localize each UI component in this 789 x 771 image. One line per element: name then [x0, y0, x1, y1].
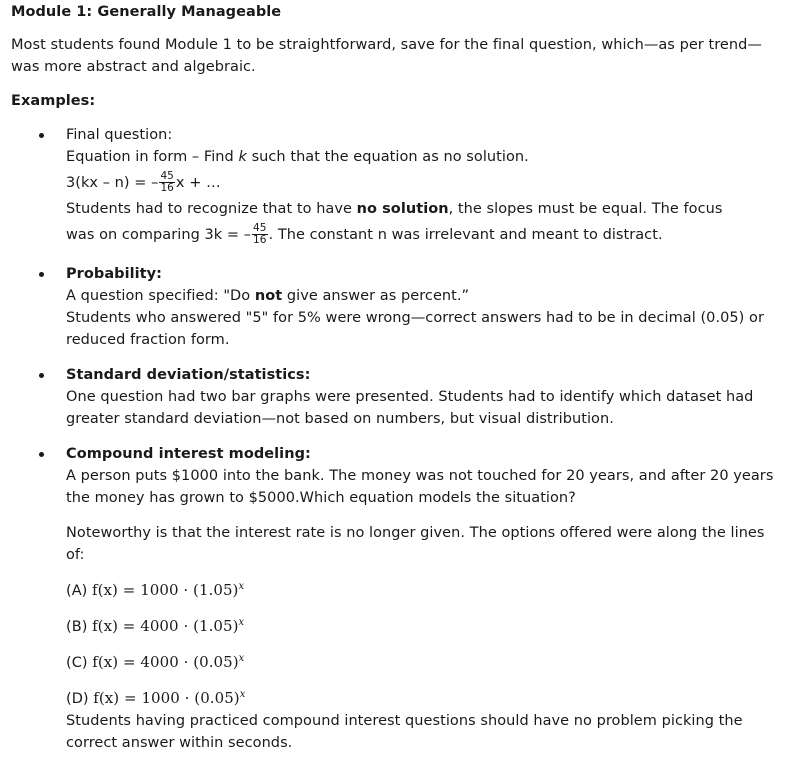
item-heading: Final question: — [66, 127, 173, 143]
explanation-line — [66, 198, 781, 220]
document — [11, 0, 781, 754]
item-heading: Standard deviation/statistics: — [66, 367, 311, 383]
item-heading: Compound interest modeling: — [66, 446, 311, 462]
item-closing: Students having practiced compound interest questions should have no problem picking the correct answer within seconds. — [66, 713, 743, 751]
expression-exponent: x — [238, 581, 245, 592]
fraction-numerator: 45 — [160, 169, 174, 182]
page-title: Module 1: Generally Manageable — [11, 4, 282, 20]
equation-line — [66, 168, 781, 198]
item-body: Students who answered "5" for 5% were wrong—correct answers had to be in decimal (0.05) or reduced fraction form. — [66, 310, 764, 348]
instruction-text: Equation in form – Find — [66, 149, 239, 165]
option-c — [66, 651, 781, 674]
fraction — [159, 171, 174, 194]
option-label: (D) — [66, 691, 94, 707]
instruction-text-end: such that the equation as no solution. — [246, 149, 529, 165]
fraction — [252, 223, 267, 246]
item-note: Noteworthy is that the interest rate is no longer given. The options offered were along the lines of: — [66, 525, 765, 563]
list-item-statistics — [11, 364, 781, 430]
item-body: A person puts $1000 into the bank. The money was not touched for 20 years, and after 20 years the money has grown to $5000.Which equation models the situation? — [66, 468, 774, 506]
list-item-compound-interest — [11, 443, 781, 754]
expression-base: f(x) = 1000 · (0.05) — [93, 689, 240, 707]
option-b — [66, 615, 781, 638]
option-label: (C) — [66, 655, 93, 671]
expression-exponent: x — [238, 653, 245, 664]
item-body: One question had two bar graphs were presented. Students had to identify which dataset had greater standard deviation—not based on numbers, but visual distribution. — [66, 389, 754, 427]
expression-base: f(x) = 4000 · (0.05) — [92, 653, 239, 671]
examples-heading: Examples: — [11, 93, 96, 109]
expression-exponent: x — [238, 617, 245, 628]
explanation-text: Students had to recognize that to have — [66, 201, 357, 217]
fraction-denominator: 16 — [160, 181, 174, 194]
explanation-text-end: , the slopes must be equal. The focus — [448, 201, 723, 217]
focus-text-end: . The constant n was irrelevant and meant to distract. — [268, 227, 663, 243]
expression-base: f(x) = 4000 · (1.05) — [92, 617, 239, 635]
examples-list — [11, 124, 781, 754]
option-label: (B) — [66, 619, 93, 635]
list-item-final-question — [11, 124, 781, 250]
equation-right: x + … — [175, 175, 221, 191]
explanation-bold: no solution — [356, 201, 449, 217]
option-expression — [92, 617, 244, 635]
spec-text-end: give answer as percent.” — [282, 288, 470, 304]
option-expression — [92, 581, 244, 599]
variable-k: k — [238, 149, 247, 165]
focus-line — [66, 220, 781, 250]
expression-base: f(x) = 1000 · (1.05) — [92, 581, 239, 599]
equation-left: 3(kx – n) = – — [66, 175, 159, 191]
list-item-probability — [11, 263, 781, 351]
equation-instruction — [66, 146, 781, 168]
spec-text: A question specified: "Do — [66, 288, 255, 304]
option-d — [66, 687, 781, 710]
option-label: (A) — [66, 583, 93, 599]
option-a — [66, 579, 781, 602]
option-expression — [93, 689, 245, 707]
spec-bold: not — [254, 288, 283, 304]
option-expression — [92, 653, 244, 671]
question-spec-line — [66, 285, 781, 307]
fraction-numerator: 45 — [253, 221, 267, 234]
fraction-denominator: 16 — [253, 233, 267, 246]
intro-paragraph: Most students found Module 1 to be straightforward, save for the final question, which—as per trend—was more abstract and algebraic. — [11, 37, 762, 75]
item-heading: Probability: — [66, 266, 162, 282]
expression-exponent: x — [239, 689, 246, 700]
focus-text: was on comparing 3k = – — [66, 227, 252, 243]
